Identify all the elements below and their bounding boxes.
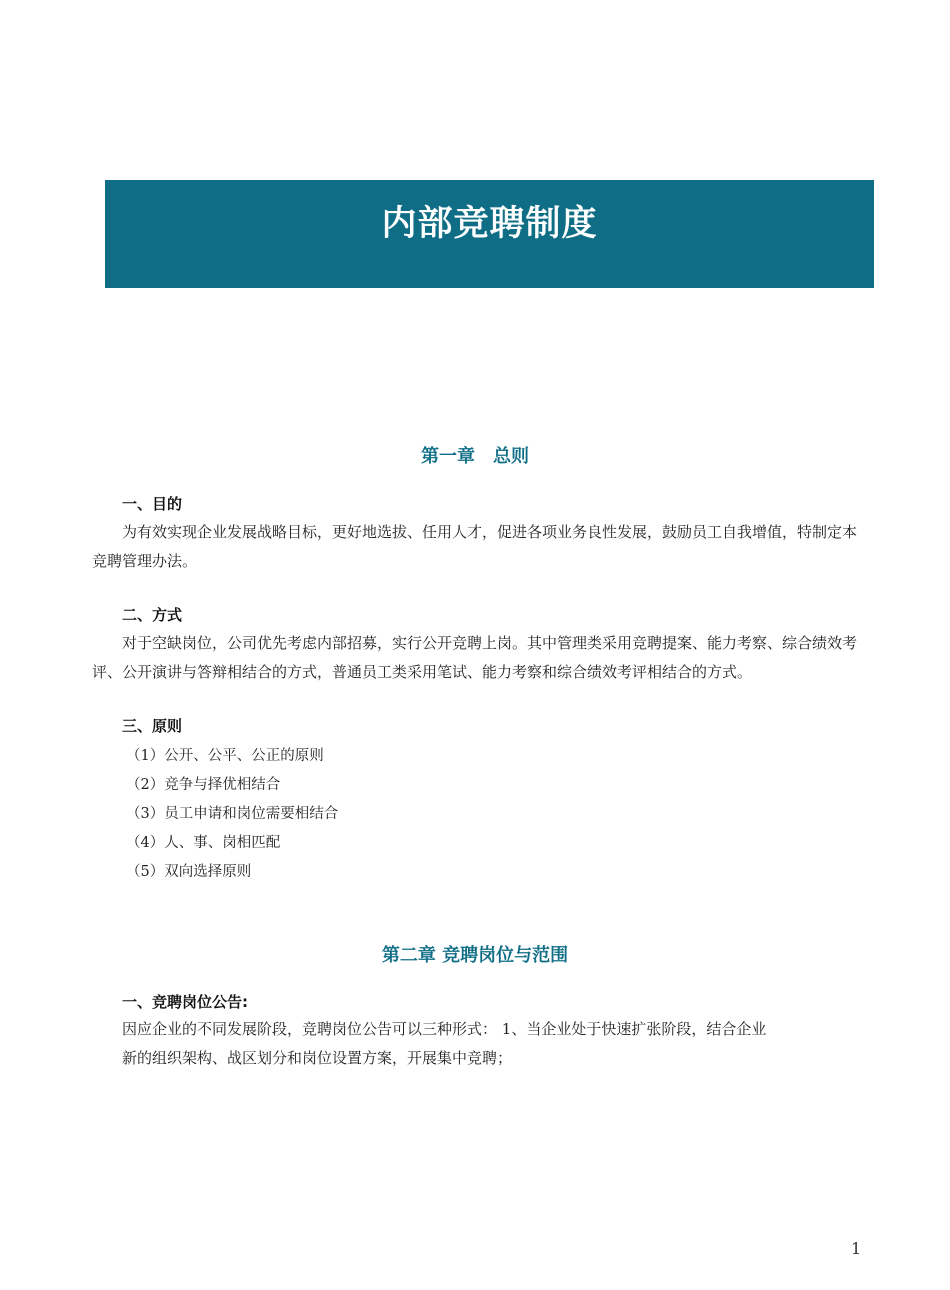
list-item: （1）公开、公平、公正的原则	[126, 748, 324, 764]
page-number: 1	[851, 1239, 862, 1258]
paragraph-purpose	[92, 518, 862, 576]
document-title: 内部竞聘制度	[381, 204, 598, 244]
list-item: （2）竞争与择优相结合	[126, 777, 281, 793]
paragraph-method	[92, 629, 862, 687]
section-heading-purpose: 一、目的	[122, 495, 183, 513]
chapter-2-title: 第二章 竞聘岗位与范围	[381, 945, 569, 966]
list-item: （3）员工申请和岗位需要相结合	[126, 806, 339, 822]
list-item: （4）人、事、岗相匹配	[126, 835, 281, 851]
section-heading-announcement: 一、竞聘岗位公告:	[122, 993, 248, 1011]
title-banner	[105, 180, 874, 288]
list-item: （5）双向选择原则	[126, 864, 252, 880]
chapter-1-title: 第一章 总则	[421, 446, 529, 467]
section-heading-principles: 三、原则	[122, 717, 183, 735]
section-heading-method: 二、方式	[122, 606, 183, 624]
paragraph-announcement-line-1: 因应企业的不同发展阶段，竞聘岗位公告可以三种形式： 1、当企业处于快速扩张阶段，结合企业	[122, 1020, 767, 1038]
paragraph-purpose-text: 为有效实现企业发展战略目标，更好地选拔、任用人才，促进各项业务良性发展，鼓励员工自我增值，特制定本竞聘管理办法。	[92, 523, 858, 570]
paragraph-method-text: 对于空缺岗位，公司优先考虑内部招募，实行公开竞聘上岗。其中管理类采用竞聘提案、能力考察、综合绩效考评、公开演讲与答辩相结合的方式，普通员工类采用笔试、能力考察和综合绩效考评相结合的方式。	[92, 634, 858, 681]
paragraph-announcement-line-2: 新的组织架构、战区划分和岗位设置方案，开展集中竞聘；	[122, 1049, 513, 1067]
